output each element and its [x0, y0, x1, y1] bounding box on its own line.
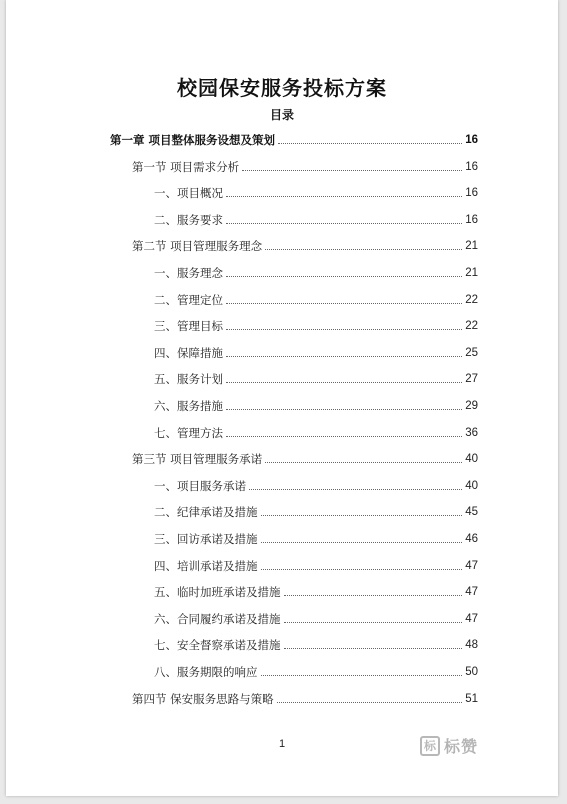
toc-entry-page: 29: [465, 400, 478, 412]
document-title: 校园保安服务投标方案: [177, 76, 387, 100]
toc-entry[interactable]: [154, 584, 478, 600]
toc-entry-label: 四、保障措施: [154, 345, 223, 360]
toc-entry-label: 第三节 项目管理服务承诺: [132, 452, 263, 467]
toc-leader-dots: [226, 195, 462, 197]
toc-entry-label: 三、管理目标: [154, 319, 223, 334]
toc-leader-dots: [226, 275, 462, 277]
toc-leader-dots: [261, 514, 463, 516]
toc-entry[interactable]: [154, 425, 478, 441]
toc-entry-page: 16: [465, 187, 478, 200]
toc-entry-label: 一、项目概况: [154, 186, 223, 201]
toc-entry[interactable]: [154, 504, 478, 520]
toc-entry-label: 二、管理定位: [154, 292, 223, 307]
toc-entry-label: 二、纪律承诺及措施: [154, 505, 258, 520]
toc-entry[interactable]: [154, 318, 478, 334]
toc-entry-page: 51: [465, 692, 478, 705]
toc-leader-dots: [226, 435, 462, 437]
toc-entry[interactable]: [154, 265, 478, 281]
toc-entry-label: 五、临时加班承诺及措施: [154, 585, 281, 600]
toc-entry[interactable]: [154, 345, 478, 361]
toc-leader-dots: [284, 621, 463, 623]
toc-leader-dots: [278, 142, 462, 144]
toc-entry-label: 六、合同履约承诺及措施: [154, 611, 281, 626]
toc-entry[interactable]: [154, 185, 478, 201]
toc-leader-dots: [226, 381, 462, 383]
toc-entry-page: 47: [465, 586, 478, 599]
toc-entry-page: 45: [465, 506, 478, 519]
toc-leader-dots: [226, 222, 462, 224]
toc-entry[interactable]: [154, 371, 478, 387]
toc-leader-dots: [242, 169, 462, 171]
toc-entry[interactable]: [154, 531, 478, 547]
toc-entry-page: 36: [465, 426, 478, 439]
toc-entry-label: 第一节 项目需求分析: [132, 159, 240, 174]
watermark-logo: [420, 734, 478, 757]
watermark-text: 标赞: [444, 737, 479, 756]
toc-entry-label: 二、服务要求: [154, 212, 223, 227]
toc-entry[interactable]: [154, 398, 478, 414]
toc-entry[interactable]: [154, 212, 478, 228]
toc-entry[interactable]: [132, 691, 478, 707]
toc-entry-label: 七、管理方法: [154, 425, 223, 440]
toc-entry[interactable]: [154, 637, 478, 653]
toc-leader-dots: [261, 674, 463, 676]
toc-entry-page: 16: [465, 213, 478, 226]
toc-entry[interactable]: [132, 238, 478, 254]
page-number: 1: [278, 738, 286, 750]
toc-entry-label: 第二节 项目管理服务理念: [132, 239, 263, 254]
toc-entry[interactable]: [154, 664, 478, 680]
toc-leader-dots: [284, 647, 463, 649]
toc-entry-page: 40: [465, 479, 478, 492]
toc-leader-dots: [261, 541, 463, 543]
toc-entry-page: 40: [465, 453, 478, 466]
toc-heading: 目录: [269, 108, 294, 122]
toc-entry-page: 16: [465, 160, 478, 173]
toc-entry-label: 一、服务理念: [154, 266, 223, 280]
toc-entry-page: 22: [465, 293, 478, 306]
toc-entry[interactable]: [154, 292, 478, 308]
toc-entry-page: 48: [465, 639, 478, 652]
watermark-icon: 标: [420, 736, 440, 756]
toc-leader-dots: [226, 355, 462, 357]
toc-entry-page: 50: [465, 666, 478, 678]
toc-entry[interactable]: [154, 478, 478, 494]
toc-entry-page: 47: [465, 612, 478, 625]
toc-leader-dots: [265, 461, 462, 463]
toc-entry-page: 27: [465, 373, 478, 386]
toc-entry-label: 四、培训承诺及措施: [154, 558, 258, 573]
toc-entry[interactable]: [132, 451, 478, 467]
toc-leader-dots: [265, 248, 462, 250]
toc-entry[interactable]: [154, 611, 478, 627]
toc-leader-dots: [261, 568, 463, 570]
toc-entry[interactable]: [154, 558, 478, 574]
document-page: [6, 0, 558, 796]
toc-leader-dots: [249, 488, 462, 490]
toc-leader-dots: [226, 302, 462, 304]
toc-entry[interactable]: [132, 159, 478, 175]
toc-entry-page: 47: [465, 559, 478, 572]
toc-leader-dots: [284, 594, 463, 596]
toc-entry-label: 一、项目服务承诺: [154, 478, 246, 493]
toc-entry-page: 21: [465, 267, 478, 279]
toc-entry-page: 25: [465, 346, 478, 359]
toc-entry-label: 七、安全督察承诺及措施: [154, 638, 281, 653]
toc-entry-page: 22: [465, 320, 478, 333]
toc-entry-label: 第四节 保安服务思路与策略: [132, 691, 274, 706]
toc-entry-page: 21: [465, 240, 478, 253]
toc-entry-page: 46: [465, 533, 478, 545]
toc-entry-label: 五、服务计划: [154, 372, 223, 387]
toc-leader-dots: [277, 701, 463, 703]
toc-leader-dots: [226, 328, 462, 330]
toc-entry-label: 三、回访承诺及措施: [154, 532, 258, 546]
toc-entry[interactable]: [110, 132, 478, 148]
toc-leader-dots: [226, 408, 462, 410]
toc-entry-label: 第一章 项目整体服务设想及策划: [110, 133, 276, 147]
toc-entry-label: 六、服务措施: [154, 399, 223, 413]
toc-entry-page: 16: [465, 134, 478, 146]
toc-entry-label: 八、服务期限的响应: [154, 665, 258, 679]
